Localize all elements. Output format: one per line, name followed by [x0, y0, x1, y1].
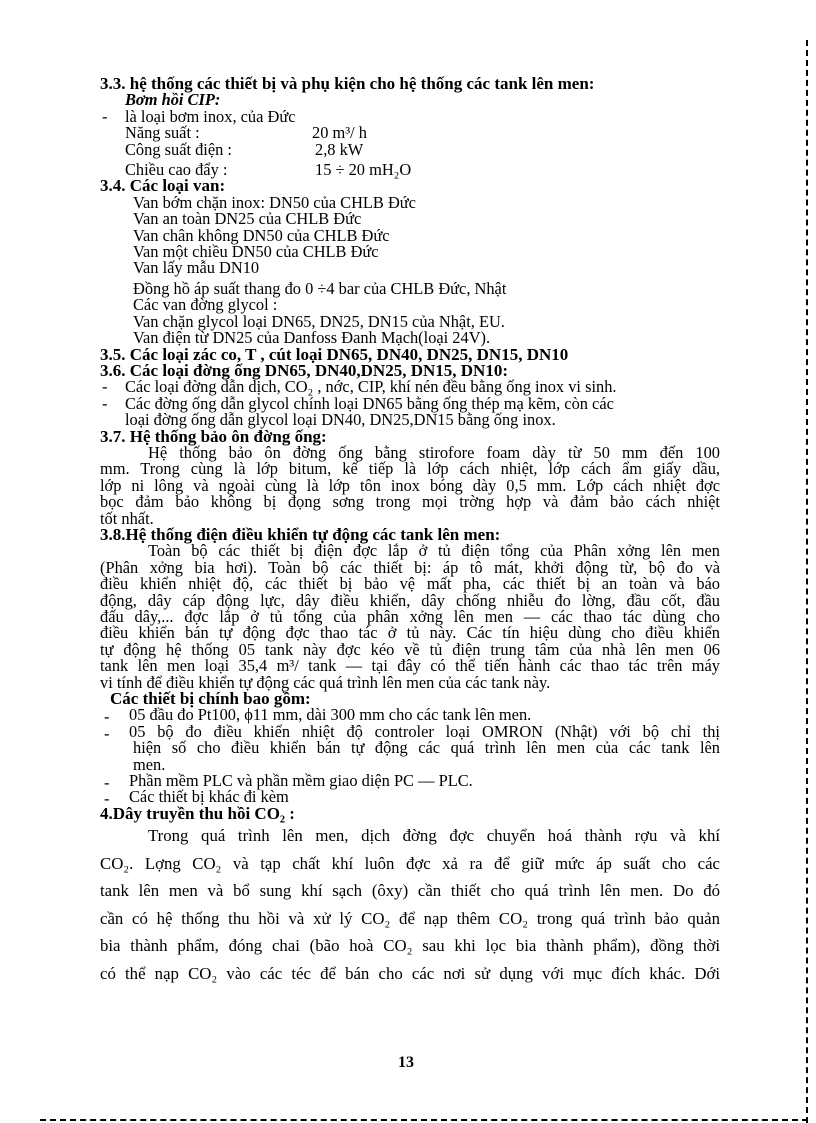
equipment-item-cont: hiện số cho điều khiển bán tự động các quá trình lên men của các tank lên	[133, 738, 720, 758]
spec-power-value: 2,8 kW	[315, 139, 364, 159]
paragraph-line: lớp ni lông và ngoài cùng là lớp tôn inox bóng dày 0,5 mm. Lớp cách nhiệt đợc	[100, 475, 720, 495]
paragraph-line: tốt nhất.	[100, 508, 154, 528]
paragraph-line: có thể nạp CO₂ vào các téc để bán cho các nơi sử dụng với mục đích khác. Dới	[100, 963, 720, 983]
page-number: 13	[398, 1054, 414, 1071]
section-3-5-heading: 3.5. Các loại zác co, T , cút loại DN65, DN40, DN25, DN15, DN10	[100, 344, 569, 364]
spec-capacity-value: 20 m³/ h	[312, 123, 367, 143]
valve-item: Van chặn glycol loại DN65, DN25, DN15 của Nhật, EU.	[133, 311, 505, 331]
paragraph-line: bia thành phẩm, đóng chai (bão hoà CO₂ sau khi lọc bia thành phẩm), đồng thời	[100, 936, 720, 956]
equipment-item: - 05 bộ đo điều khiển nhiệt độ controler loại OMRON (Nhật) với bộ chỉ thị	[104, 721, 720, 743]
equipment-item: - Các thiết bị khác đi kèm	[104, 787, 289, 809]
valve-item: Các van đờng glycol :	[133, 295, 278, 315]
page-border-right	[806, 40, 808, 1123]
paragraph-line: điều khiển nhiệt độ, các thiết bị bảo vệ mất pha, các thiết bị an toàn và báo	[100, 574, 720, 594]
equipment-item: - 05 đầu đo Pt100, ϕ11 mm, dài 300 mm cho các tank lên men.	[104, 705, 532, 727]
cip-pump-line: - là loại bơm inox, của Đức	[102, 106, 296, 126]
section-3-3-heading: 3.3. hệ thống các thiết bị và phụ kiện cho hệ thống các tank lên men:	[100, 74, 595, 93]
paragraph-line: vi tính để điều khiển tự động các quá trình lên men của các tank này.	[100, 672, 551, 692]
section-3-6-heading: 3.6. Các loại đờng ống DN65, DN40,DN25, DN15, DN10:	[100, 360, 508, 380]
valve-item: Van bớm chặn inox: DN50 của CHLB Đức	[133, 192, 416, 212]
paragraph-line: bọc đảm bảo không bị đọng sơng trong mọi trờng hợp và đảm bảo cách nhiệt	[100, 492, 720, 512]
paragraph-line: cần có hệ thống thu hồi và xử lý CO₂ để nạp thêm CO₂ trong quá trình bảo quản	[100, 908, 720, 928]
valve-item: Van một chiều DN50 của CHLB Đức	[133, 242, 379, 262]
spec-power-row	[100, 139, 720, 159]
paragraph-line: đấu dây,... đợc lắp ở tủ tổng của phân xởng lên men — các thao tác dùng cho	[100, 607, 720, 626]
valve-item: Van điện từ DN25 của Danfoss Đanh Mạch(loại 24V).	[133, 328, 491, 348]
valve-item: Van chân không DN50 của CHLB Đức	[133, 225, 390, 245]
paragraph-line: tank lên men loại 35,4 m³/ tank — tại đây có thể tiến hành các thao tác trên máy	[100, 656, 720, 676]
paragraph-line: Hệ thống bảo ôn đờng ống bằng stirofore foam dày từ 50 mm đến 100	[148, 442, 720, 462]
section-4-heading: 4.Dây truyền thu hồi CO₂ :	[100, 803, 295, 823]
paragraph-line: tank lên men và bổ sung khí sạch (ôxy) cần thiết cho quá trình lên men. Do đó	[100, 881, 720, 901]
section-3-6-bullet-cont: loại đờng ống dẫn glycol loại DN40, DN25,DN15 bằng ống inox.	[125, 410, 556, 430]
spec-capacity-label: Năng suất :	[125, 123, 200, 143]
spec-head-value: 15 ÷ 20 mH₂O	[315, 160, 412, 180]
equipment-item-cont: men.	[133, 754, 166, 774]
valve-item: Van lấy mẫu DN10	[133, 258, 260, 278]
valve-item: Van an toàn DN25 của CHLB Đức	[133, 209, 362, 229]
paragraph-line: tự động hệ thống 05 tank này đợc kéo về tủ điện trung tâm của nhà lên men 06	[100, 639, 720, 659]
section-3-6-bullet: - Các đờng ống dẫn glycol chính loại DN65 bằng ống thép mạ kẽm, còn các	[102, 393, 614, 413]
paragraph-line: động, dây cáp động lực, dây điều khiển, dây chống nhiễu đo lờng, đầu cốt, đầu	[100, 590, 720, 610]
document-body	[100, 76, 720, 987]
spec-head-label: Chiều cao đẩy :	[125, 160, 228, 180]
section-3-4-heading: 3.4. Các loại van:	[100, 176, 226, 196]
section-3-8-heading: 3.8.Hệ thống điện điều khiển tự động các tank lên men:	[100, 524, 501, 544]
main-equipment-title: Các thiết bị chính bao gồm:	[110, 689, 311, 709]
paragraph-line: Trong quá trình lên men, dịch đờng đợc chuyển hoá thành rợu và khí	[148, 826, 720, 846]
valve-item: Đồng hồ áp suất thang đo 0 ÷4 bar của CHLB Đức, Nhật	[133, 278, 507, 298]
equipment-item: - Phần mềm PLC và phần mềm giao diện PC — PLC.	[104, 771, 473, 793]
paragraph-line: mm. Trong cùng là lớp bitum, kế tiếp là lớp cách nhiệt, lớp cách ẩm giấy dầu,	[100, 459, 720, 479]
paragraph-line: (Phân xởng bia hơi). Toàn bộ các thiết bị: áp tô mát, khởi động từ, bộ đo và	[100, 557, 720, 577]
paragraph-line: điều khiển bán tự động đợc thao tác ở tủ này. Các tín hiệu dùng cho điều khiển	[100, 623, 720, 643]
section-3-6-bullet: - Các loại đờng dẫn dịch, CO₂ , nớc, CIP, khí nén đều bằng ống inox vi sinh.	[102, 377, 617, 397]
paragraph-line: CO₂. Lợng CO₂ và tạp chất khí luôn đợc xả ra để giữ mức áp suất cho các	[100, 853, 720, 873]
spec-power-label: Công suất điện :	[125, 139, 232, 159]
paragraph-line: Toàn bộ các thiết bị điện đợc lắp ở tủ điện tổng của Phân xởng lên men	[148, 541, 720, 561]
cip-pump-title: Bơm hồi CIP:	[125, 90, 221, 110]
page-border-bottom	[40, 1119, 808, 1121]
section-3-7-heading: 3.7. Hệ thống bảo ôn đờng ống:	[100, 426, 327, 446]
